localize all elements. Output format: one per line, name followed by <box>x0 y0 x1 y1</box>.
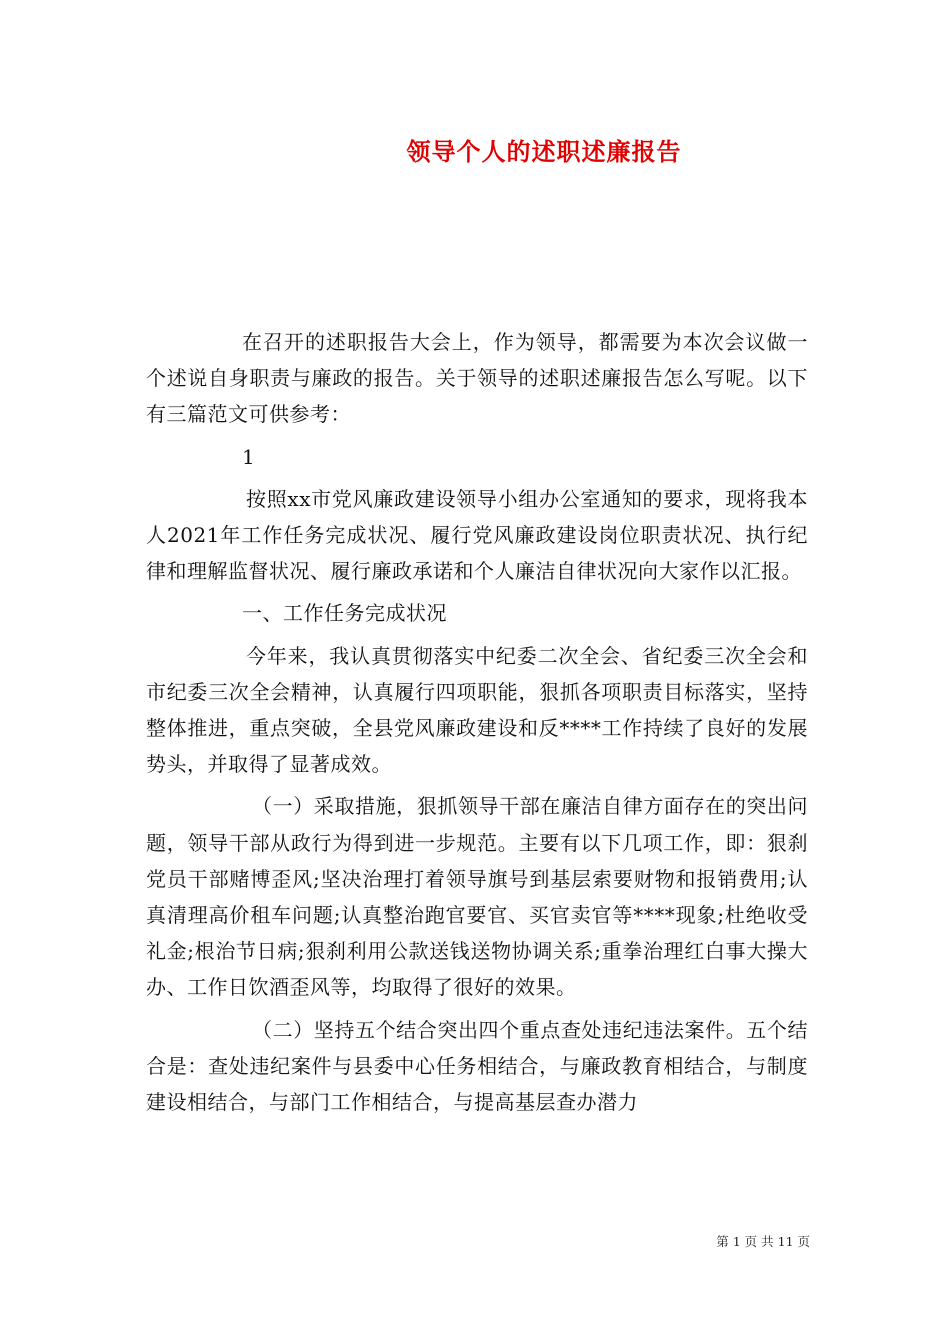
work-summary-paragraph: 今年来，我认真贯彻落实中纪委二次全会、省纪委三次全会和市纪委三次全会精神，认真履行四项职能，狠抓各项职责目标落实，坚持整体推进，重点突破，全县党风廉政建设和反****工作持续了良好的发展势头，并取得了显著成效。 <box>146 643 808 777</box>
section-heading: 一、工作任务完成状况 <box>242 601 447 626</box>
case-handling-paragraph: （二）坚持五个结合突出四个重点查处违纪违法案件。五个结合是：查处违纪案件与县委中心任务相结合，与廉政教育相结合，与制度建设相结合，与部门工作相结合，与提高基层查办潜力 <box>146 1017 808 1115</box>
document-body <box>146 324 808 1120</box>
intro-paragraph: 在召开的述职报告大会上，作为领导，都需要为本次会议做一个述说自身职责与廉政的报告。关于领导的述职述廉报告怎么写呢。以下有三篇范文可供参考： <box>146 330 808 427</box>
section-number: 1 <box>242 444 256 469</box>
document-title: 领导个人的述职述廉报告 <box>406 137 682 166</box>
measures-paragraph: （一）采取措施，狠抓领导干部在廉洁自律方面存在的突出问题，领导干部从政行为得到进一步规范。主要有以下几项工作，即：狠刹党员干部赌博歪风;坚决治理打着领导旗号到基层索要财物和报销费用;认真清理高价租车问题;认真整治跑官要官、买官卖官等****现象;杜绝收受礼金;根治节日病;狠刹利用公款送钱送物协调关系;重拳治理红白事大操大办、工作日饮酒歪风等，均取得了很好的效果。 <box>146 794 808 1000</box>
page-number: 第 1 页 共 11 页 <box>716 1234 810 1249</box>
report-intro-paragraph: 按照xx市党风廉政建设领导小组办公室通知的要求，现将我本人2021年工作任务完成状况、履行党风廉政建设岗位职责状况、执行纪律和理解监督状况、履行廉政承诺和个人廉洁自律状况向大家作以汇报。 <box>146 486 808 584</box>
